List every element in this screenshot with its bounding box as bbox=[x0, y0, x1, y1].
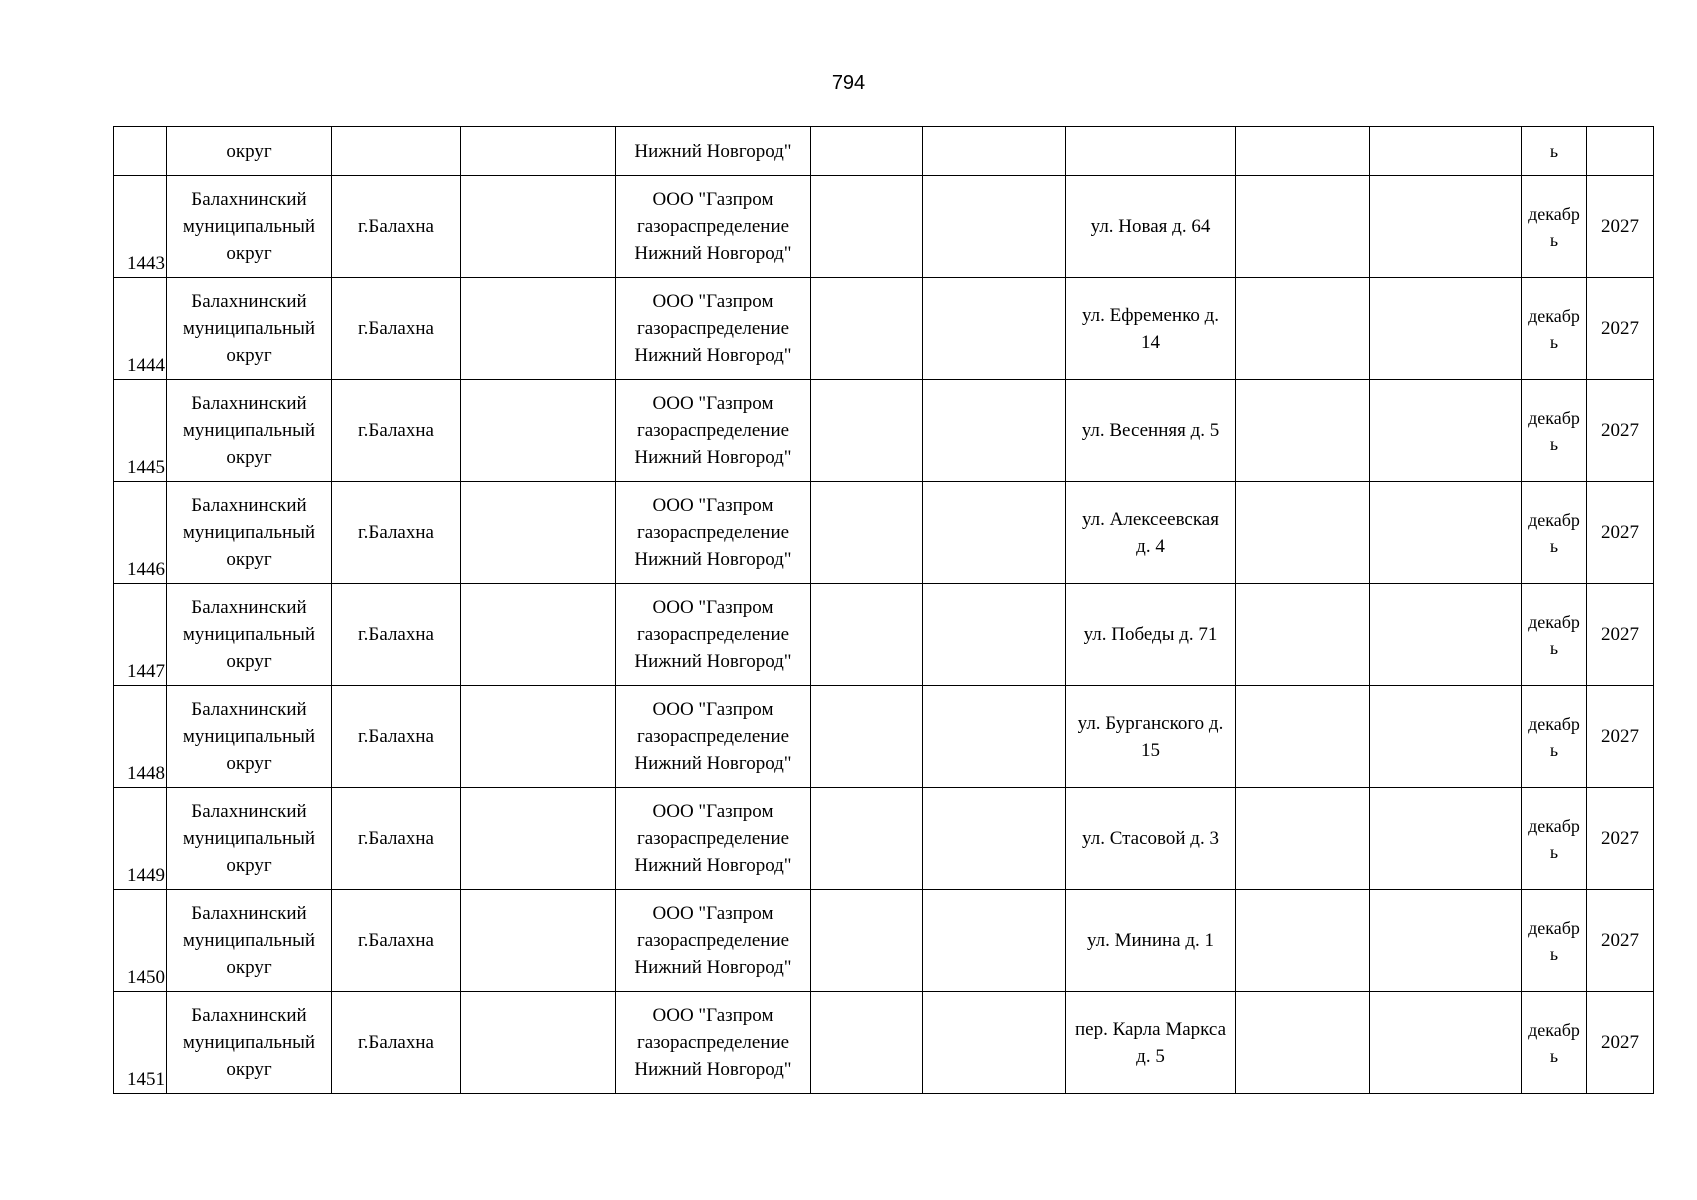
address-line: ул. Новая д. 64 bbox=[1090, 216, 1211, 237]
data-table bbox=[113, 126, 1654, 1094]
empty-cell bbox=[461, 686, 616, 788]
empty-cell bbox=[923, 380, 1066, 482]
year-cell: 2027 bbox=[1587, 176, 1654, 278]
district-line: муниципальный bbox=[182, 1032, 316, 1053]
district-cell bbox=[167, 380, 332, 482]
year-cell: 2027 bbox=[1587, 380, 1654, 482]
month-cell bbox=[1522, 686, 1587, 788]
table-row bbox=[114, 992, 1654, 1094]
empty-cell bbox=[461, 482, 616, 584]
organization-line: Нижний Новгород" bbox=[634, 651, 792, 672]
city-cell: г.Балахна bbox=[332, 380, 461, 482]
month-cell bbox=[1522, 890, 1587, 992]
district-cell bbox=[167, 890, 332, 992]
organization-line: газораспределение bbox=[636, 1032, 790, 1053]
organization-line: ООО "Газпром bbox=[652, 597, 774, 618]
organization-line: ООО "Газпром bbox=[652, 1005, 774, 1026]
address-line: ул. Стасовой д. 3 bbox=[1082, 828, 1219, 849]
empty-cell bbox=[1236, 482, 1370, 584]
empty-cell bbox=[923, 127, 1066, 176]
city-cell: г.Балахна bbox=[332, 788, 461, 890]
district-cell bbox=[167, 278, 332, 380]
organization-cell bbox=[616, 278, 811, 380]
organization-cell bbox=[616, 176, 811, 278]
city-cell: г.Балахна bbox=[332, 686, 461, 788]
num-cell: 1450 bbox=[114, 890, 167, 992]
year-cell: 2027 bbox=[1587, 482, 1654, 584]
organization-line: ООО "Газпром bbox=[652, 801, 774, 822]
month-line: декабр bbox=[1528, 815, 1580, 836]
empty-cell bbox=[811, 992, 923, 1094]
district-line: округ bbox=[226, 549, 272, 570]
address-line: д. 5 bbox=[1136, 1045, 1165, 1067]
organization-line: Нижний Новгород" bbox=[634, 243, 792, 264]
table-row bbox=[114, 380, 1654, 482]
address-cell bbox=[1066, 482, 1236, 584]
city-cell: г.Балахна bbox=[332, 890, 461, 992]
empty-cell bbox=[811, 686, 923, 788]
empty-cell bbox=[923, 788, 1066, 890]
empty-cell bbox=[1370, 686, 1522, 788]
district-line: Балахнинский bbox=[191, 1005, 307, 1026]
empty-cell bbox=[811, 788, 923, 890]
empty-cell bbox=[1370, 176, 1522, 278]
month-line: декабр bbox=[1528, 203, 1580, 224]
organization-line: Нижний Новгород" bbox=[634, 855, 792, 876]
address-cell bbox=[1066, 127, 1236, 176]
month-line: ь bbox=[1549, 229, 1559, 250]
empty-cell bbox=[1370, 380, 1522, 482]
empty-cell bbox=[1370, 278, 1522, 380]
empty-cell bbox=[461, 380, 616, 482]
month-line: ь bbox=[1549, 535, 1559, 556]
organization-line: Нижний Новгород" bbox=[634, 447, 792, 468]
organization-line: ООО "Газпром bbox=[652, 291, 774, 312]
empty-cell bbox=[1236, 992, 1370, 1094]
address-line: ул. Ефременко д. bbox=[1081, 304, 1220, 326]
empty-cell bbox=[461, 788, 616, 890]
organization-cell bbox=[616, 686, 811, 788]
year-cell: 2027 bbox=[1587, 890, 1654, 992]
address-line: ул. Весенняя д. 5 bbox=[1081, 420, 1220, 441]
empty-cell bbox=[1236, 127, 1370, 176]
month-line: ь bbox=[1549, 331, 1559, 352]
district-line: муниципальный bbox=[182, 318, 316, 339]
month-line: декабр bbox=[1528, 407, 1580, 428]
district-line: округ bbox=[226, 345, 272, 366]
district-line: муниципальный bbox=[182, 828, 316, 849]
month-cell bbox=[1522, 380, 1587, 482]
organization-line: ООО "Газпром bbox=[652, 903, 774, 924]
num-cell: 1443 bbox=[114, 176, 167, 278]
organization-line: газораспределение bbox=[636, 420, 790, 441]
organization-line: ООО "Газпром bbox=[652, 393, 774, 414]
month-cell bbox=[1522, 992, 1587, 1094]
empty-cell bbox=[811, 127, 923, 176]
organization-line: газораспределение bbox=[636, 522, 790, 543]
empty-cell bbox=[811, 584, 923, 686]
month-cell bbox=[1522, 278, 1587, 380]
month-line: ь bbox=[1549, 637, 1559, 658]
address-cell bbox=[1066, 380, 1236, 482]
address-cell bbox=[1066, 584, 1236, 686]
organization-line: ООО "Газпром bbox=[652, 495, 774, 516]
num-cell: 1445 bbox=[114, 380, 167, 482]
month-line: ь bbox=[1549, 943, 1559, 964]
district-cell bbox=[167, 176, 332, 278]
month-line: декабр bbox=[1528, 917, 1580, 938]
district-line: Балахнинский bbox=[191, 291, 307, 312]
district-line: округ bbox=[226, 1059, 272, 1080]
organization-cell: Нижний Новгород" bbox=[616, 127, 811, 176]
num-cell: 1449 bbox=[114, 788, 167, 890]
address-cell bbox=[1066, 686, 1236, 788]
month-line: декабр bbox=[1528, 713, 1580, 734]
month-line: декабр bbox=[1528, 1019, 1580, 1040]
table-row bbox=[114, 686, 1654, 788]
district-line: муниципальный bbox=[182, 420, 316, 441]
table-row bbox=[114, 278, 1654, 380]
empty-cell bbox=[811, 278, 923, 380]
organization-cell bbox=[616, 584, 811, 686]
empty-cell bbox=[1370, 127, 1522, 176]
empty-cell bbox=[1236, 584, 1370, 686]
district-line: округ bbox=[226, 753, 272, 774]
empty-cell bbox=[923, 278, 1066, 380]
month-line: ь bbox=[1549, 739, 1559, 760]
district-line: Балахнинский bbox=[191, 699, 307, 720]
num-cell: 1444 bbox=[114, 278, 167, 380]
empty-cell bbox=[923, 686, 1066, 788]
empty-cell bbox=[1236, 176, 1370, 278]
district-line: округ bbox=[226, 447, 272, 468]
month-line: декабр bbox=[1528, 611, 1580, 632]
organization-line: Нижний Новгород" bbox=[634, 753, 792, 774]
empty-cell bbox=[1370, 788, 1522, 890]
address-cell bbox=[1066, 992, 1236, 1094]
empty-cell bbox=[923, 176, 1066, 278]
city-cell: г.Балахна bbox=[332, 176, 461, 278]
address-cell bbox=[1066, 788, 1236, 890]
organization-line: газораспределение bbox=[636, 726, 790, 747]
empty-cell bbox=[461, 584, 616, 686]
empty-cell bbox=[1370, 992, 1522, 1094]
month-line: ь bbox=[1549, 841, 1559, 862]
address-line: ул. Победы д. 71 bbox=[1083, 624, 1218, 645]
empty-cell bbox=[811, 380, 923, 482]
month-line: ь bbox=[1549, 1045, 1559, 1066]
year-cell: 2027 bbox=[1587, 992, 1654, 1094]
organization-cell bbox=[616, 788, 811, 890]
address-cell bbox=[1066, 176, 1236, 278]
organization-line: газораспределение bbox=[636, 828, 790, 849]
organization-line: ООО "Газпром bbox=[652, 189, 774, 210]
district-line: муниципальный bbox=[182, 930, 316, 951]
address-line: пер. Карла Маркса bbox=[1074, 1018, 1227, 1040]
empty-cell bbox=[1236, 686, 1370, 788]
table-row bbox=[114, 788, 1654, 890]
year-cell: 2027 bbox=[1587, 278, 1654, 380]
empty-cell bbox=[923, 584, 1066, 686]
empty-cell bbox=[1370, 482, 1522, 584]
organization-line: Нижний Новгород" bbox=[634, 549, 792, 570]
district-cell bbox=[167, 992, 332, 1094]
empty-cell bbox=[811, 482, 923, 584]
empty-cell bbox=[461, 890, 616, 992]
district-line: муниципальный bbox=[182, 216, 316, 237]
district-line: Балахнинский bbox=[191, 801, 307, 822]
district-line: Балахнинский bbox=[191, 597, 307, 618]
empty-cell bbox=[461, 278, 616, 380]
organization-line: Нижний Новгород" bbox=[634, 345, 792, 366]
empty-cell bbox=[461, 992, 616, 1094]
district-cell bbox=[167, 482, 332, 584]
district-line: Балахнинский bbox=[191, 393, 307, 414]
month-line: декабр bbox=[1528, 509, 1580, 530]
table-body bbox=[114, 127, 1654, 1094]
month-cell bbox=[1522, 176, 1587, 278]
month-line: ь bbox=[1549, 433, 1559, 454]
empty-cell bbox=[1236, 278, 1370, 380]
num-cell: 1451 bbox=[114, 992, 167, 1094]
district-line: округ bbox=[226, 855, 272, 876]
district-cell bbox=[167, 788, 332, 890]
month-cell bbox=[1522, 584, 1587, 686]
empty-cell bbox=[811, 890, 923, 992]
address-line: ул. Бурганского д. bbox=[1077, 712, 1224, 734]
num-cell: 1446 bbox=[114, 482, 167, 584]
year-cell: 2027 bbox=[1587, 584, 1654, 686]
month-line: декабр bbox=[1528, 305, 1580, 326]
organization-line: газораспределение bbox=[636, 216, 790, 237]
table-row bbox=[114, 890, 1654, 992]
address-line: д. 4 bbox=[1136, 535, 1165, 557]
address-line: ул. Минина д. 1 bbox=[1086, 930, 1215, 951]
city-cell: г.Балахна bbox=[332, 992, 461, 1094]
district-line: муниципальный bbox=[182, 522, 316, 543]
organization-line: газораспределение bbox=[636, 624, 790, 645]
city-cell: г.Балахна bbox=[332, 584, 461, 686]
num-cell bbox=[114, 127, 167, 176]
district-line: округ bbox=[226, 651, 272, 672]
empty-cell bbox=[1370, 584, 1522, 686]
organization-line: ООО "Газпром bbox=[652, 699, 774, 720]
empty-cell bbox=[1236, 380, 1370, 482]
organization-cell bbox=[616, 482, 811, 584]
district-line: муниципальный bbox=[182, 726, 316, 747]
address-line: 14 bbox=[1141, 331, 1160, 353]
city-cell: г.Балахна bbox=[332, 482, 461, 584]
district-line: муниципальный bbox=[182, 624, 316, 645]
table-row bbox=[114, 176, 1654, 278]
month-cell bbox=[1522, 482, 1587, 584]
empty-cell bbox=[1370, 890, 1522, 992]
district-cell bbox=[167, 584, 332, 686]
empty-cell bbox=[811, 176, 923, 278]
empty-cell bbox=[1236, 788, 1370, 890]
year-cell bbox=[1587, 127, 1654, 176]
organization-line: Нижний Новгород" bbox=[634, 957, 792, 978]
district-line: Балахнинский bbox=[191, 189, 307, 210]
organization-line: газораспределение bbox=[636, 318, 790, 339]
empty-cell bbox=[923, 890, 1066, 992]
organization-cell bbox=[616, 380, 811, 482]
page-number: 794 bbox=[831, 72, 866, 94]
empty-cell bbox=[1236, 890, 1370, 992]
empty-cell bbox=[923, 992, 1066, 1094]
year-cell: 2027 bbox=[1587, 788, 1654, 890]
continuation-row bbox=[114, 127, 1654, 176]
district-cell bbox=[167, 686, 332, 788]
table-row bbox=[114, 482, 1654, 584]
organization-cell bbox=[616, 890, 811, 992]
district-cell: округ bbox=[167, 127, 332, 176]
organization-line: Нижний Новгород" bbox=[634, 1059, 792, 1080]
empty-cell bbox=[923, 482, 1066, 584]
district-line: округ bbox=[226, 957, 272, 978]
address-line: 15 bbox=[1141, 739, 1160, 761]
organization-line: газораспределение bbox=[636, 930, 790, 951]
address-line: ул. Алексеевская bbox=[1082, 508, 1219, 530]
table-row bbox=[114, 584, 1654, 686]
district-line: Балахнинский bbox=[191, 903, 307, 924]
year-cell: 2027 bbox=[1587, 686, 1654, 788]
empty-cell bbox=[461, 127, 616, 176]
num-cell: 1447 bbox=[114, 584, 167, 686]
district-line: округ bbox=[226, 243, 272, 264]
city-cell: г.Балахна bbox=[332, 278, 461, 380]
address-cell bbox=[1066, 890, 1236, 992]
organization-cell bbox=[616, 992, 811, 1094]
district-line: Балахнинский bbox=[191, 495, 307, 516]
address-cell bbox=[1066, 278, 1236, 380]
num-cell: 1448 bbox=[114, 686, 167, 788]
empty-cell bbox=[461, 176, 616, 278]
month-cell: ь bbox=[1522, 127, 1587, 176]
city-cell bbox=[332, 127, 461, 176]
month-cell bbox=[1522, 788, 1587, 890]
